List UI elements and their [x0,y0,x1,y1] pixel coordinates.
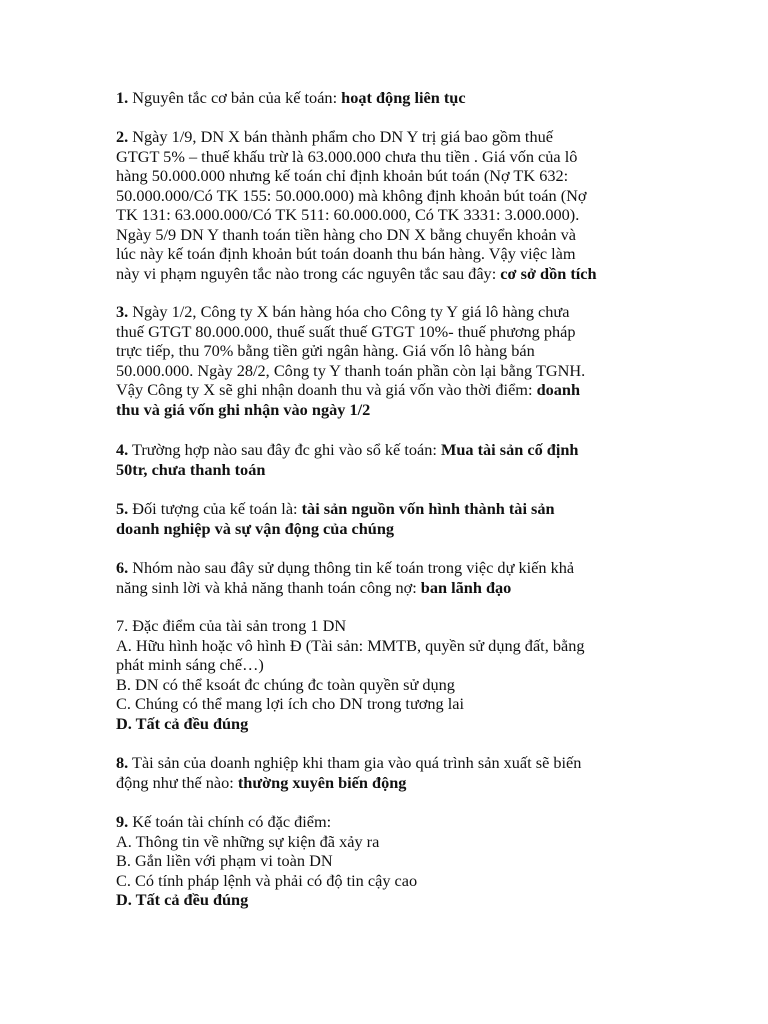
question-line: trực tiếp, thu 70% bằng tiền gửi ngân hàng. Giá vốn lô hàng bán [116,341,535,360]
question-text: năng sinh lời và khả năng thanh toán công nợ: [116,577,421,597]
question-line [116,440,656,460]
answer-text: Mua tài sản cố định [440,440,579,459]
question-9 [116,812,656,910]
answer-text: 50tr, chưa thanh toán [116,459,266,479]
question-text: Kế toán tài chính có đặc điểm: [128,812,332,831]
question-7 [116,616,656,733]
question-text: Nguyên tắc cơ bản của kế toán: [128,88,342,107]
question-number: 8. [116,753,129,772]
question-number: 5. [116,499,129,518]
question-line [116,127,656,147]
answer-text: hoạt động liên tục [341,88,466,107]
question-number: 1. [116,88,129,107]
option-a: A. Thông tin về những sự kiện đã xảy ra [116,831,380,851]
question-text: Vậy Công ty X sẽ ghi nhận doanh thu và giá vốn vào thời điểm: [116,380,537,399]
question-line: hàng 50.000.000 nhưng kế toán chỉ định khoản bút toán (Nợ TK 632: [116,166,569,185]
question-line: GTGT 5% – thuế khấu trừ là 63.000.000 chưa thu tiền . Giá vốn của lô [116,146,578,166]
question-line [116,578,656,598]
answer-text: doanh [536,380,581,399]
answer-text: D. Tất cả đều đúng [116,713,249,733]
question-title [116,812,656,832]
question-text: Ngày 1/9, DN X bán thành phẩm cho DN Y trị giá bao gồm thuế [128,127,553,146]
question-line: thuế GTGT 80.000.000, thuế suất thuế GTGT 10%- thuế phương pháp [116,321,576,341]
question-line [116,264,656,284]
question-8 [116,753,656,792]
question-text: này vi phạm nguyên tắc nào trong các nguyên tắc sau đây: [116,263,501,283]
question-6 [116,558,656,597]
question-line: lúc này kế toán định khoản bút toán doanh thu bán hàng. Vậy việc làm [116,244,576,263]
question-line [116,753,656,773]
question-title: 7. Đặc điểm của tài sản trong 1 DN [116,616,347,635]
answer-text: doanh nghiệp và sự vận động của chúng [116,518,395,538]
answer-text: D. Tất cả đều đúng [116,890,249,909]
question-1-line [116,88,656,108]
question-4 [116,440,656,479]
question-5 [116,499,656,538]
question-line: 50.000.000. Ngày 28/2, Công ty Y thanh toán phần còn lại bằng TGNH. [116,360,586,380]
question-number: 9. [116,812,129,831]
option-a-cont: phát minh sáng chế…) [116,655,264,674]
question-number: 3. [116,302,129,321]
question-line [116,302,656,322]
question-number: 6. [116,558,129,577]
question-text: Tài sản của doanh nghiệp khi tham gia vào quá trình sản xuất sẽ biến [128,753,582,772]
option-d [116,714,656,734]
option-b: B. Gắn liền với phạm vi toàn DN [116,851,333,870]
answer-text: thường xuyên biến động [237,772,407,792]
question-line [116,773,656,793]
question-number: 2. [116,127,129,146]
question-3 [116,302,656,419]
answer-text: cơ sở dồn tích [500,263,597,283]
question-line [116,558,656,578]
question-text: Nhóm nào sau đây sử dụng thông tin kế toán trong việc dự kiến khả [128,558,575,577]
question-text: Đối tượng của kế toán là: [128,499,302,518]
question-text: động như thế nào: [116,772,238,792]
answer-text: tài sản nguồn vốn hình thành tài sản [301,499,555,518]
question-number: 4. [116,440,129,459]
option-b: B. DN có thể ksoát đc chúng đc toàn quyền sử dụng [116,674,455,694]
answer-text: thu và giá vốn ghi nhận vào ngày 1/2 [116,399,371,419]
option-a: A. Hữu hình hoặc vô hình Đ (Tài sản: MMTB, quyền sử dụng đất, bằng [116,635,585,655]
question-line [116,499,656,519]
question-line [116,400,656,420]
answer-text: ban lãnh đạo [420,577,512,597]
question-text: Ngày 1/2, Công ty X bán hàng hóa cho Công ty Y giá lô hàng chưa [128,302,570,321]
question-line: Ngày 5/9 DN Y thanh toán tiền hàng cho DN X bằng chuyển khoản và [116,224,576,244]
question-2 [116,127,656,283]
question-line [116,380,656,400]
option-c: C. Có tính pháp lệnh và phải có độ tin cậy cao [116,870,418,890]
option-c: C. Chúng có thể mang lợi ích cho DN trong tương lai [116,694,465,713]
option-d [116,890,656,910]
question-line: 50.000.000/Có TK 155: 50.000.000) mà không định khoản bút toán (Nợ [116,185,587,205]
question-line [116,519,656,539]
question-text: Trường hợp nào sau đây đc ghi vào sổ kế toán: [128,440,441,459]
question-1 [116,88,656,108]
question-line [116,460,656,480]
question-line: TK 131: 63.000.000/Có TK 511: 60.000.000, Có TK 3331: 3.000.000). [116,205,580,224]
